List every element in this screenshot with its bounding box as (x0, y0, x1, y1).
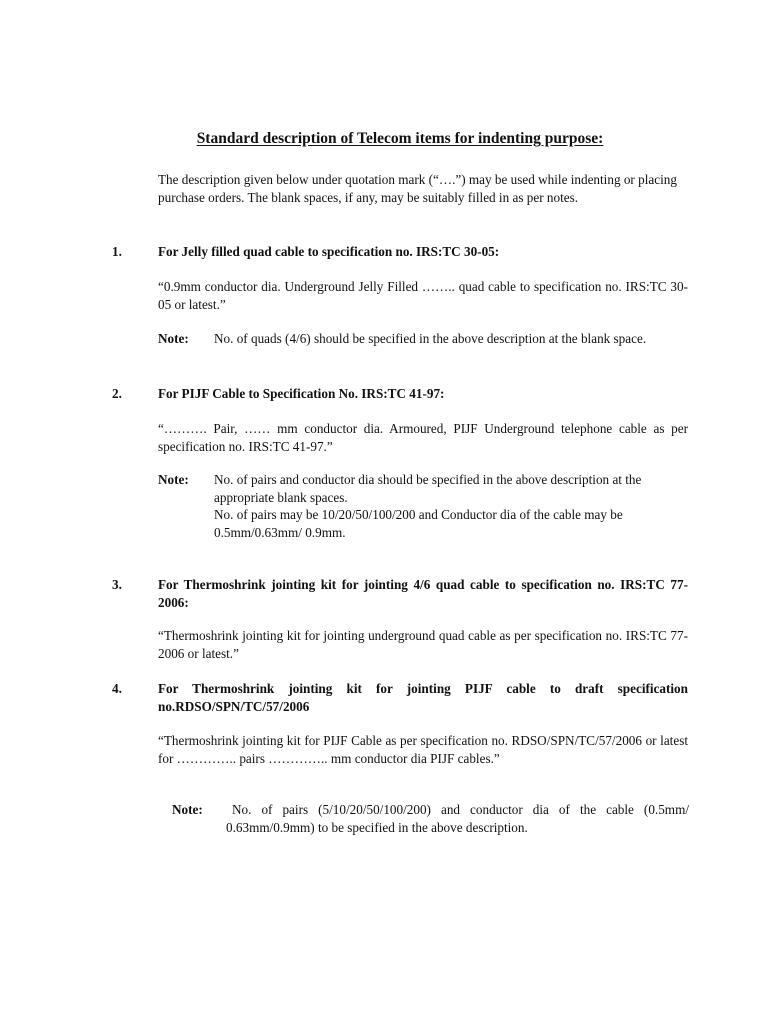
item-1-note-text: No. of quads (4/6) should be specified in the above description at the blank space. (214, 331, 647, 346)
document-title: Standard description of Telecom items for indenting purpose: (196, 130, 604, 147)
item-1-number: 1. (112, 244, 122, 259)
item-3-number: 3. (112, 577, 122, 592)
item-2-note-label: Note: (158, 472, 189, 487)
item-2-note-line-2: No. of pairs may be 10/20/50/100/200 and Conductor dia of the cable may be 0.5mm/0.63mm/ 0.9mm. (214, 507, 623, 540)
item-1-note-label: Note: (158, 331, 189, 346)
item-2-note-line-1: No. of pairs and conductor dia should be specified in the above description at the appropriate blank spaces. (214, 472, 642, 505)
item-1-description: “0.9mm conductor dia. Underground Jelly Filled …….. quad cable to specification no. IRS:TC 30-05 or latest.” (158, 279, 688, 312)
item-2-heading: For PIJF Cable to Specification No. IRS:TC 41-97: (158, 386, 445, 401)
item-3-heading: For Thermoshrink jointing kit for jointing 4/6 quad cable to specification no. IRS:TC 77-2006: (158, 577, 688, 610)
item-1-heading: For Jelly filled quad cable to specification no. IRS:TC 30-05: (158, 244, 500, 259)
item-4-description: “Thermoshrink jointing kit for PIJF Cable as per specification no. RDSO/SPN/TC/57/2006 or latest for ………….. pairs ………….. mm conductor dia PIJF cables.” (158, 733, 688, 766)
intro-paragraph: The description given below under quotation mark (“….”) may be used while indenting or placing purchase orders. The blank spaces, if any, may be suitably filled in as per notes. (158, 172, 677, 205)
item-2-note-text (214, 471, 689, 541)
item-4-note-text: No. of pairs (5/10/20/50/100/200) and conductor dia of the cable (0.5mm/ 0.63mm/0.9mm) to be specified in the above description. (226, 802, 689, 835)
item-4-note-label: Note: (172, 802, 203, 817)
item-2-number: 2. (112, 386, 122, 401)
item-3-description: “Thermoshrink jointing kit for jointing underground quad cable as per specification no. IRS:TC 77-2006 or latest.” (158, 628, 688, 661)
item-4-heading: For Thermoshrink jointing kit for jointing PIJF cable to draft specification no.RDSO/SPN/TC/57/2006 (158, 681, 688, 714)
item-4-number: 4. (112, 681, 122, 696)
item-2-description: “………. Pair, …… mm conductor dia. Armoured, PIJF Underground telephone cable as per specification no. IRS:TC 41-97.” (158, 421, 688, 454)
